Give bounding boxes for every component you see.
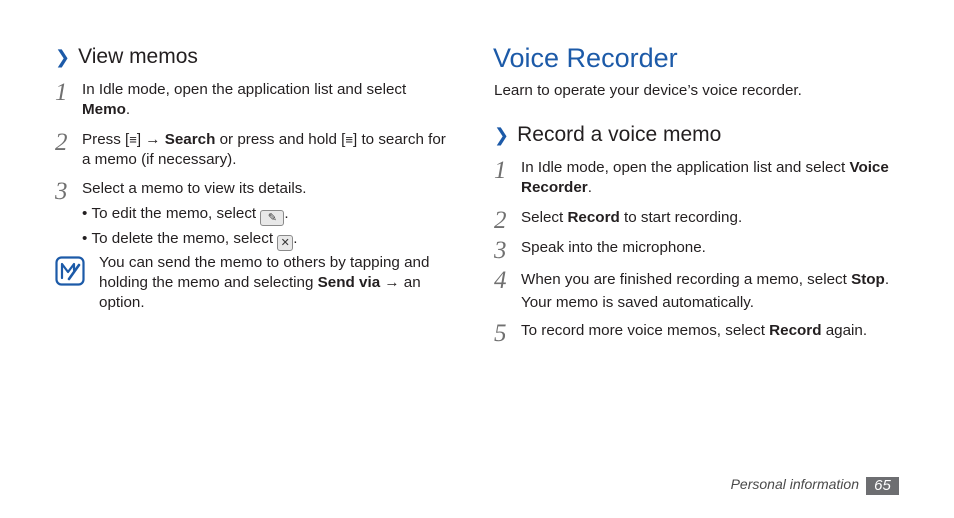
step-text-part: to start recording.: [619, 209, 743, 226]
step-text-part: ] →: [136, 131, 165, 148]
bullet-text: .: [284, 205, 289, 222]
step-text-part: To record more voice memos, select: [521, 322, 770, 339]
step-text-bold: Search: [164, 131, 216, 148]
step-text: [521, 208, 742, 228]
step-text-part: Select: [521, 209, 568, 226]
step-text-part: When you are finished recording a memo, select: [521, 271, 852, 288]
note-text: [99, 253, 444, 313]
note-icon: [55, 256, 85, 286]
step-text-part: .: [587, 179, 592, 196]
chevron-right-icon: ❯: [494, 125, 510, 145]
step-text: [82, 80, 432, 120]
step-text: Select a memo to view its details.: [82, 180, 307, 197]
bullet-dot: •: [82, 205, 92, 222]
step-number: 3: [55, 178, 68, 205]
step-text-part: In Idle mode, open the application list and select: [82, 81, 407, 98]
page-title: Voice Recorder: [493, 43, 678, 73]
step-text-part: again.: [821, 322, 868, 339]
step-text-part: ] to search for a memo (if necessary).: [82, 131, 446, 168]
step-text-bold: Voice Recorder: [521, 159, 889, 196]
section-heading-view-memos: [55, 45, 198, 69]
intro-text: Learn to operate your device’s voice recorder.: [494, 82, 802, 99]
step-text-part: .: [884, 271, 890, 288]
step-number: 1: [494, 157, 507, 184]
step-text: [521, 321, 867, 341]
step-text: Speak into the microphone.: [521, 239, 706, 256]
note-text-bold: Send via: [317, 274, 381, 291]
step-number: 2: [494, 207, 507, 234]
bullet-dot: •: [82, 230, 92, 247]
bullet-text: .: [293, 230, 298, 247]
section-heading-text: View memos: [78, 45, 198, 68]
bullet-text: To edit the memo, select: [91, 205, 257, 222]
step-text-bold: Record: [567, 209, 620, 226]
footer-section-label: Personal information: [730, 476, 859, 492]
step-text-part: or press and hold [: [215, 131, 346, 148]
step-number: 1: [55, 79, 68, 106]
note-text-part: → an option.: [99, 274, 421, 311]
menu-icon: ≡: [345, 132, 353, 147]
bullet-item: [82, 204, 289, 226]
step-text-part: Your memo is saved automatically.: [521, 294, 754, 311]
step-text-part: .: [125, 101, 131, 118]
menu-icon: ≡: [129, 132, 137, 147]
bullet-item: [82, 229, 298, 251]
step-text: [82, 130, 452, 170]
edit-icon: ✎: [260, 210, 284, 226]
delete-icon: ✕: [277, 235, 293, 251]
step-text-part: Press [: [82, 131, 130, 148]
step-text-bold: Stop: [851, 271, 885, 288]
step-number: 2: [55, 129, 68, 156]
step-text-part: In Idle mode, open the application list and select: [521, 159, 850, 176]
page-number: 65: [866, 477, 899, 495]
section-heading-text: Record a voice memo: [517, 123, 722, 146]
step-text: [521, 268, 916, 314]
step-number: 5: [494, 320, 507, 347]
step-number: 3: [494, 237, 507, 264]
step-text-bold: Memo: [82, 101, 126, 118]
step-text: [521, 158, 906, 198]
chevron-right-icon: ❯: [55, 47, 71, 67]
note-text-part: You can send the memo to others by tapping and holding the memo and selecting: [99, 254, 430, 291]
bullet-text: To delete the memo, select: [91, 230, 274, 247]
section-heading-record: [494, 123, 721, 147]
step-number: 4: [494, 267, 507, 294]
step-text-bold: Record: [769, 322, 822, 339]
